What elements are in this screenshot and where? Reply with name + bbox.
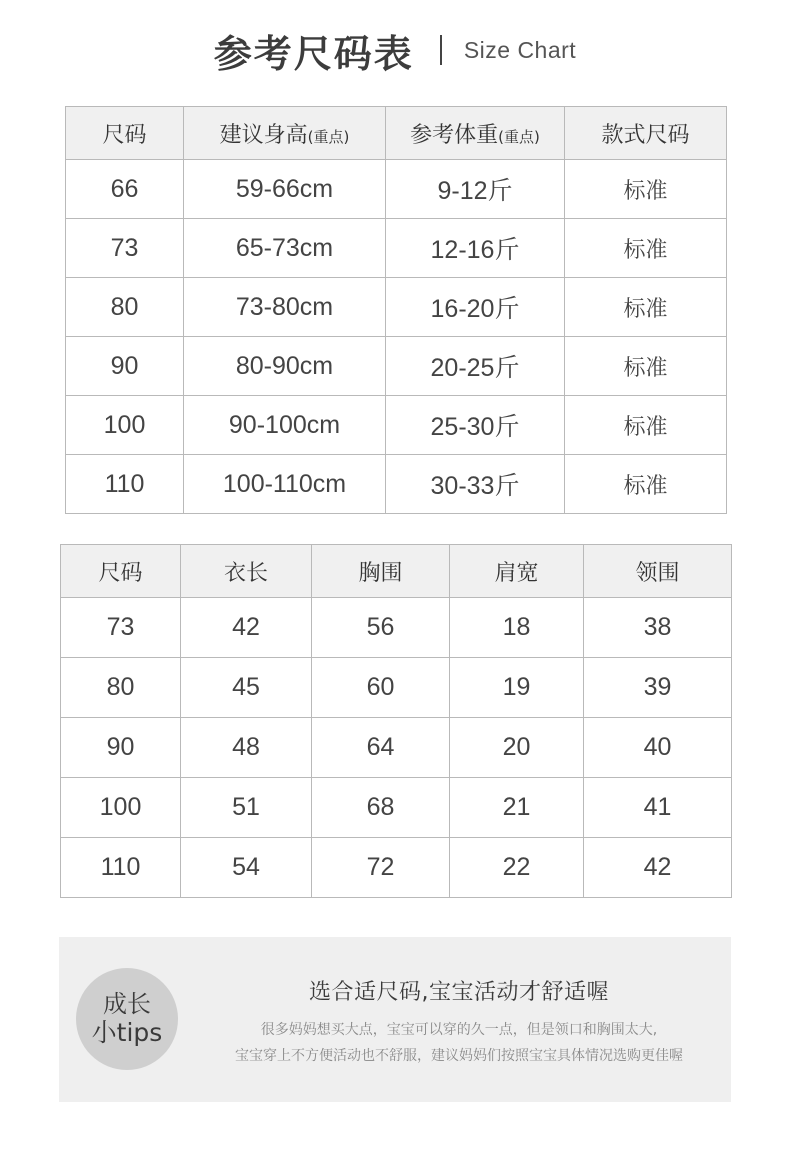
header-height — [184, 107, 386, 160]
tips-panel — [59, 937, 731, 1102]
cell-weight: 20-25斤 — [386, 337, 565, 396]
cell-size: 80 — [66, 278, 184, 337]
header-chest: 胸围 — [312, 545, 450, 598]
header-length: 衣长 — [181, 545, 312, 598]
cell-height: 80-90cm — [184, 337, 386, 396]
cell-collar: 42 — [584, 838, 732, 898]
cell-size: 100 — [61, 778, 181, 838]
cell-chest: 68 — [312, 778, 450, 838]
tips-badge-line1: 成长 — [103, 989, 151, 1018]
cell-size: 110 — [66, 455, 184, 514]
header-collar: 领围 — [584, 545, 732, 598]
cell-collar: 41 — [584, 778, 732, 838]
table-row — [66, 396, 727, 455]
table-row — [61, 778, 732, 838]
table-row — [66, 219, 727, 278]
cell-height: 100-110cm — [184, 455, 386, 514]
table-row — [61, 718, 732, 778]
cell-height: 73-80cm — [184, 278, 386, 337]
cell-weight: 16-20斤 — [386, 278, 565, 337]
table-row — [61, 598, 732, 658]
cell-length: 54 — [181, 838, 312, 898]
cell-style: 标准 — [565, 219, 727, 278]
cell-size: 80 — [61, 658, 181, 718]
header-height-note: (重点) — [307, 127, 350, 146]
garment-measurement-table — [60, 544, 732, 898]
cell-weight: 25-30斤 — [386, 396, 565, 455]
cell-shoulder: 20 — [450, 718, 584, 778]
size-reference-table — [65, 106, 727, 514]
cell-length: 51 — [181, 778, 312, 838]
table-row — [61, 838, 732, 898]
table-row — [66, 455, 727, 514]
cell-collar: 40 — [584, 718, 732, 778]
cell-weight: 30-33斤 — [386, 455, 565, 514]
cell-height: 59-66cm — [184, 160, 386, 219]
cell-weight: 12-16斤 — [386, 219, 565, 278]
header-weight-note: (重点) — [498, 127, 540, 146]
tips-text-line2: 宝宝穿上不方便活动也不舒服，建议妈妈们按照宝宝具体情况选购更佳喔 — [235, 1048, 683, 1064]
table-row — [66, 337, 727, 396]
tips-headline: 选合适尺码,宝宝活动才舒适喔 — [309, 980, 609, 1005]
cell-collar: 38 — [584, 598, 732, 658]
cell-length: 48 — [181, 718, 312, 778]
page-subtitle: Size Chart — [463, 36, 577, 63]
table-header-row — [61, 545, 732, 598]
cell-size: 110 — [61, 838, 181, 898]
cell-chest: 72 — [312, 838, 450, 898]
cell-length: 42 — [181, 598, 312, 658]
cell-style: 标准 — [565, 337, 727, 396]
cell-shoulder: 22 — [450, 838, 584, 898]
cell-chest: 64 — [312, 718, 450, 778]
cell-chest: 56 — [312, 598, 450, 658]
table-header-row — [66, 107, 727, 160]
header-weight — [386, 107, 565, 160]
cell-height: 65-73cm — [184, 219, 386, 278]
tips-badge-line2: 小tips — [91, 1018, 163, 1048]
header-size: 尺码 — [66, 107, 184, 160]
cell-size: 90 — [61, 718, 181, 778]
cell-size: 100 — [66, 396, 184, 455]
table-row — [66, 160, 727, 219]
title-divider — [440, 35, 442, 65]
cell-size: 90 — [66, 337, 184, 396]
header-weight-label: 参考体重 — [410, 122, 499, 148]
header-size: 尺码 — [61, 545, 181, 598]
header-height-label: 建议身高 — [219, 122, 308, 148]
header-style: 款式尺码 — [565, 107, 727, 160]
cell-style: 标准 — [565, 278, 727, 337]
table-row — [66, 278, 727, 337]
cell-weight: 9-12斤 — [386, 160, 565, 219]
header-shoulder: 肩宽 — [450, 545, 584, 598]
cell-style: 标准 — [565, 455, 727, 514]
cell-size: 66 — [66, 160, 184, 219]
cell-collar: 39 — [584, 658, 732, 718]
table-row — [61, 658, 732, 718]
cell-style: 标准 — [565, 160, 727, 219]
page-header — [0, 22, 790, 78]
tips-text-line1: 很多妈妈想买大点，宝宝可以穿的久一点，但是领口和胸围太大, — [260, 1022, 658, 1038]
tips-badge — [76, 968, 178, 1070]
cell-shoulder: 19 — [450, 658, 584, 718]
cell-height: 90-100cm — [184, 396, 386, 455]
cell-size: 73 — [61, 598, 181, 658]
cell-length: 45 — [181, 658, 312, 718]
cell-style: 标准 — [565, 396, 727, 455]
page-title: 参考尺码表 — [213, 31, 414, 76]
cell-chest: 60 — [312, 658, 450, 718]
cell-shoulder: 21 — [450, 778, 584, 838]
cell-shoulder: 18 — [450, 598, 584, 658]
cell-size: 73 — [66, 219, 184, 278]
